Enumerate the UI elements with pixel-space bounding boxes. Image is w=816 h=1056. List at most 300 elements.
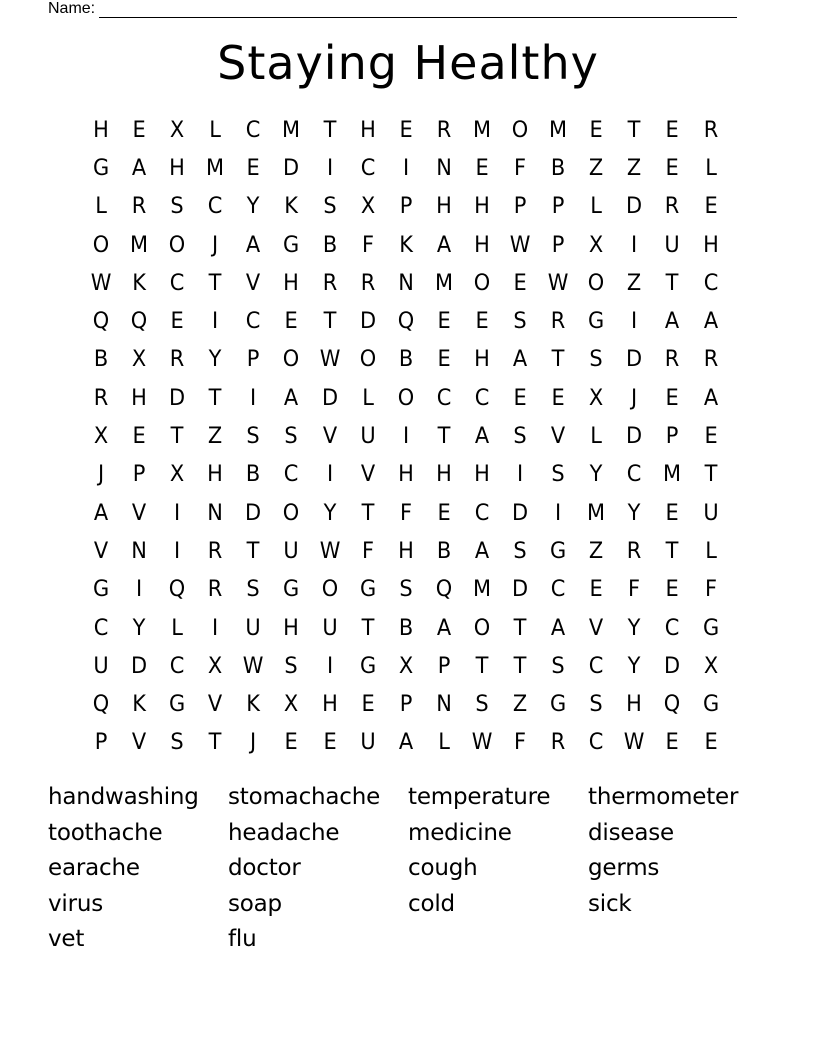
grid-letter[interactable]: E — [703, 194, 718, 220]
grid-letter[interactable]: U — [664, 232, 681, 258]
grid-letter[interactable]: R — [360, 270, 375, 296]
grid-letter[interactable]: K — [132, 692, 146, 718]
grid-letter[interactable]: H — [436, 462, 452, 488]
grid-letter[interactable]: T — [627, 117, 641, 143]
grid-letter[interactable]: X — [284, 692, 299, 718]
grid-letter[interactable]: J — [212, 232, 219, 258]
grid-letter[interactable]: Q — [130, 309, 148, 335]
grid-letter[interactable]: E — [589, 117, 603, 143]
grid-letter[interactable]: D — [626, 194, 643, 220]
grid-letter[interactable]: I — [174, 500, 181, 526]
grid-letter[interactable]: R — [436, 117, 452, 143]
grid-letter[interactable]: G — [169, 692, 186, 718]
grid-letter[interactable]: E — [284, 309, 299, 335]
grid-letter[interactable]: U — [245, 615, 262, 641]
grid-letter[interactable]: E — [323, 730, 337, 756]
grid-letter[interactable]: D — [626, 424, 643, 450]
grid-letter[interactable]: Y — [132, 615, 146, 641]
grid-letter[interactable]: I — [326, 653, 333, 679]
grid-letter[interactable]: A — [474, 424, 490, 450]
grid-letter[interactable]: S — [513, 309, 527, 335]
grid-letter[interactable]: J — [250, 730, 257, 756]
grid-letter[interactable]: G — [702, 615, 719, 641]
grid-letter[interactable]: C — [550, 577, 566, 603]
grid-letter[interactable]: T — [666, 270, 679, 296]
grid-letter[interactable]: D — [245, 500, 262, 526]
grid-letter[interactable]: B — [93, 347, 109, 373]
grid-letter[interactable]: K — [284, 194, 299, 220]
grid-letter[interactable]: Z — [512, 692, 528, 718]
grid-letter[interactable]: Z — [208, 424, 223, 450]
grid-letter[interactable]: S — [589, 347, 603, 373]
grid-letter[interactable]: E — [665, 117, 680, 143]
grid-letter[interactable]: D — [664, 653, 681, 679]
grid-letter[interactable]: S — [551, 462, 565, 488]
grid-letter[interactable]: C — [360, 155, 376, 181]
grid-letter[interactable]: H — [321, 692, 338, 718]
grid-letter[interactable]: V — [131, 500, 147, 526]
grid-letter[interactable]: V — [131, 730, 147, 756]
grid-letter[interactable]: S — [246, 577, 261, 603]
grid-letter[interactable]: E — [170, 309, 184, 335]
grid-letter[interactable]: E — [437, 347, 451, 373]
grid-letter[interactable]: H — [397, 462, 414, 488]
grid-letter[interactable]: I — [326, 462, 333, 488]
grid-letter[interactable]: T — [666, 538, 679, 564]
name-field[interactable] — [48, 0, 737, 18]
grid-letter[interactable]: C — [169, 270, 185, 296]
grid-letter[interactable]: O — [283, 500, 300, 526]
grid-letter[interactable]: T — [247, 538, 260, 564]
grid-letter[interactable]: I — [136, 577, 143, 603]
grid-letter[interactable]: T — [513, 653, 527, 679]
grid-letter[interactable]: G — [550, 538, 567, 564]
grid-letter[interactable]: L — [704, 538, 717, 564]
word-list-item: temperature — [408, 784, 551, 810]
grid-letter[interactable]: X — [703, 653, 718, 679]
grid-letter[interactable]: D — [359, 309, 376, 335]
grid-letter[interactable]: T — [323, 117, 336, 143]
grid-letter[interactable]: I — [631, 232, 638, 258]
grid-letter[interactable]: E — [665, 500, 680, 526]
grid-letter[interactable]: E — [437, 500, 451, 526]
grid-letter[interactable]: I — [516, 462, 524, 488]
grid-letter[interactable]: X — [131, 347, 147, 373]
grid-letter[interactable]: K — [246, 692, 261, 718]
grid-letter[interactable]: D — [321, 385, 338, 411]
grid-letter[interactable]: E — [284, 730, 299, 756]
grid-letter[interactable]: S — [475, 692, 489, 718]
grid-letter[interactable]: R — [550, 730, 566, 756]
grid-letter[interactable]: Y — [589, 462, 603, 488]
word-list-item: flu — [228, 926, 257, 952]
grid-letter[interactable]: P — [399, 194, 413, 220]
grid-letter[interactable]: A — [665, 309, 680, 335]
grid-letter[interactable]: H — [207, 462, 224, 488]
grid-letter[interactable]: Z — [589, 155, 604, 181]
grid-letter[interactable]: T — [323, 309, 336, 335]
grid-letter[interactable]: H — [474, 232, 490, 258]
grid-letter[interactable]: Q — [92, 309, 110, 335]
grid-letter[interactable]: Z — [627, 270, 642, 296]
grid-letter[interactable]: J — [97, 462, 105, 488]
grid-letter[interactable]: O — [473, 270, 491, 296]
grid-letter[interactable]: E — [703, 730, 718, 756]
grid-letter[interactable]: E — [513, 385, 527, 411]
grid-letter[interactable]: M — [663, 462, 682, 488]
grid-letter[interactable]: Y — [208, 347, 222, 373]
grid-letter[interactable]: Z — [589, 538, 604, 564]
grid-letter[interactable]: B — [551, 155, 566, 181]
grid-letter[interactable]: H — [436, 194, 452, 220]
grid-letter[interactable]: E — [513, 270, 527, 296]
grid-letter[interactable]: O — [588, 270, 605, 296]
grid-letter[interactable]: Q — [397, 309, 415, 335]
grid-letter[interactable]: X — [208, 653, 223, 679]
grid-letter[interactable]: I — [326, 155, 333, 181]
grid-letter[interactable]: F — [514, 730, 527, 756]
grid-letter[interactable]: I — [631, 309, 638, 335]
grid-letter[interactable]: F — [704, 577, 717, 603]
grid-letter[interactable]: B — [398, 615, 413, 641]
grid-letter[interactable]: L — [209, 117, 222, 143]
grid-letter[interactable]: E — [665, 577, 680, 603]
grid-letter[interactable]: H — [474, 347, 490, 373]
grid-letter[interactable]: S — [170, 194, 184, 220]
grid-letter[interactable]: X — [589, 232, 604, 258]
grid-letter[interactable]: C — [93, 615, 109, 641]
grid-letter[interactable]: A — [436, 615, 452, 641]
grid-letter[interactable]: P — [551, 194, 565, 220]
grid-letter[interactable]: V — [360, 462, 375, 488]
grid-letter[interactable]: Q — [168, 577, 186, 603]
grid-letter[interactable]: M — [472, 117, 491, 143]
grid-letter[interactable]: D — [283, 155, 300, 181]
grid-letter[interactable]: H — [397, 538, 414, 564]
grid-letter[interactable]: F — [399, 500, 412, 526]
grid-letter[interactable]: H — [474, 194, 490, 220]
grid-letter[interactable]: E — [475, 309, 489, 335]
grid-letter[interactable]: V — [322, 424, 337, 450]
grid-letter[interactable]: S — [170, 730, 184, 756]
grid-letter[interactable]: I — [250, 385, 257, 411]
grid-letter[interactable]: E — [246, 155, 261, 181]
grid-letter[interactable]: C — [474, 500, 490, 526]
grid-letter[interactable]: H — [359, 117, 376, 143]
grid-letter[interactable]: Y — [627, 500, 641, 526]
grid-letter[interactable]: T — [513, 615, 527, 641]
grid-letter[interactable]: T — [208, 270, 222, 296]
grid-letter[interactable]: E — [399, 117, 413, 143]
grid-letter[interactable]: S — [513, 538, 527, 564]
grid-letter[interactable]: E — [551, 385, 565, 411]
grid-letter[interactable]: H — [702, 232, 719, 258]
grid-letter[interactable]: T — [170, 424, 184, 450]
grid-letter[interactable]: L — [95, 194, 107, 220]
grid-letter[interactable]: X — [360, 194, 375, 220]
grid-letter[interactable]: W — [319, 347, 340, 373]
grid-letter[interactable]: A — [131, 155, 147, 181]
grid-letter[interactable]: T — [437, 424, 451, 450]
grid-letter[interactable]: M — [130, 232, 149, 258]
grid-letter[interactable]: S — [399, 577, 413, 603]
grid-letter[interactable]: X — [589, 385, 604, 411]
grid-letter[interactable]: K — [132, 270, 146, 296]
grid-letter[interactable]: P — [94, 730, 108, 756]
grid-letter[interactable]: G — [359, 653, 376, 679]
grid-letter[interactable]: F — [628, 577, 641, 603]
grid-letter[interactable]: U — [321, 615, 338, 641]
grid-letter[interactable]: E — [132, 424, 146, 450]
grid-letter[interactable]: Y — [247, 194, 260, 220]
grid-letter[interactable]: L — [590, 194, 603, 220]
grid-letter[interactable]: G — [588, 309, 605, 335]
grid-letter[interactable]: N — [436, 155, 452, 181]
grid-letter[interactable]: G — [283, 577, 300, 603]
grid-letter[interactable]: X — [398, 653, 413, 679]
grid-letter[interactable]: L — [171, 615, 184, 641]
grid-letter[interactable]: I — [174, 538, 181, 564]
grid-letter[interactable]: R — [169, 347, 185, 373]
grid-letter[interactable]: U — [360, 730, 376, 756]
grid-letter[interactable]: R — [703, 117, 718, 143]
grid-letter[interactable]: W — [547, 270, 569, 296]
grid-letter[interactable]: H — [93, 117, 109, 143]
grid-letter[interactable]: C — [588, 730, 604, 756]
grid-letter[interactable]: H — [169, 155, 186, 181]
grid-letter[interactable]: C — [246, 117, 261, 143]
grid-letter[interactable]: A — [436, 232, 452, 258]
grid-letter[interactable]: A — [246, 232, 261, 258]
grid-letter[interactable]: N — [207, 500, 224, 526]
grid-letter[interactable]: O — [168, 232, 186, 258]
grid-letter[interactable]: Y — [323, 500, 336, 526]
grid-letter[interactable]: G — [283, 232, 300, 258]
grid-letter[interactable]: E — [132, 117, 146, 143]
grid-letter[interactable]: C — [474, 385, 490, 411]
grid-letter[interactable]: S — [322, 194, 337, 220]
grid-letter[interactable]: I — [402, 155, 409, 181]
word-list-item: vet — [48, 926, 85, 952]
grid-letter[interactable]: M — [282, 117, 301, 143]
grid-letter[interactable]: H — [283, 270, 300, 296]
grid-letter[interactable]: N — [436, 692, 452, 718]
grid-letter[interactable]: M — [472, 577, 491, 603]
grid-letter[interactable]: T — [208, 385, 222, 411]
grid-letter[interactable]: H — [283, 615, 300, 641]
grid-letter[interactable]: W — [624, 730, 645, 756]
grid-letter[interactable]: I — [555, 500, 562, 526]
grid-letter[interactable]: C — [284, 462, 299, 488]
grid-letter[interactable]: N — [131, 538, 147, 564]
grid-letter[interactable]: P — [666, 424, 679, 450]
grid-letter[interactable]: T — [361, 615, 375, 641]
grid-letter[interactable]: M — [587, 500, 606, 526]
grid-letter[interactable]: Y — [627, 615, 641, 641]
grid-letter[interactable]: B — [436, 538, 452, 564]
grid-letter[interactable]: R — [131, 194, 147, 220]
grid-letter[interactable]: E — [665, 730, 680, 756]
grid-letter[interactable]: J — [631, 385, 638, 411]
grid-letter[interactable]: T — [361, 500, 375, 526]
word-list-item: headache — [228, 819, 340, 846]
grid-letter[interactable]: H — [131, 385, 147, 411]
grid-letter[interactable]: B — [398, 347, 413, 373]
grid-letter[interactable]: D — [169, 385, 186, 411]
grid-letter[interactable]: W — [471, 730, 493, 756]
grid-letter[interactable]: B — [246, 462, 261, 488]
grid-letter[interactable]: B — [322, 232, 337, 258]
grid-letter[interactable]: C — [246, 309, 261, 335]
grid-letter[interactable]: P — [132, 462, 146, 488]
grid-letter[interactable]: R — [665, 347, 680, 373]
grid-letter[interactable]: T — [704, 462, 717, 488]
grid-letter[interactable]: I — [402, 424, 409, 450]
grid-letter[interactable]: C — [665, 615, 680, 641]
grid-letter[interactable]: F — [361, 232, 374, 258]
grid-letter[interactable]: L — [590, 424, 603, 450]
grid-letter[interactable]: U — [360, 424, 376, 450]
grid-letter[interactable]: A — [474, 538, 490, 564]
grid-letter[interactable]: M — [206, 155, 225, 181]
grid-letter[interactable]: M — [549, 117, 568, 143]
grid-letter[interactable]: R — [550, 309, 566, 335]
grid-letter[interactable]: A — [703, 385, 718, 411]
grid-letter[interactable]: Y — [627, 653, 641, 679]
grid-letter[interactable]: Z — [627, 155, 642, 181]
grid-letter[interactable]: R — [665, 194, 680, 220]
grid-letter[interactable]: O — [283, 347, 300, 373]
grid-letter[interactable]: D — [131, 653, 148, 679]
grid-letter[interactable]: U — [283, 538, 300, 564]
grid-letter[interactable]: D — [512, 577, 529, 603]
grid-letter[interactable]: D — [512, 500, 529, 526]
grid-letter[interactable]: E — [665, 155, 680, 181]
grid-letter[interactable]: K — [398, 232, 413, 258]
word-list-item: earache — [48, 855, 140, 881]
grid-letter[interactable]: P — [247, 347, 260, 373]
grid-letter[interactable]: E — [665, 385, 680, 411]
grid-letter[interactable]: A — [93, 500, 109, 526]
grid-letter[interactable]: E — [589, 577, 603, 603]
grid-letter[interactable]: W — [319, 538, 340, 564]
grid-letter[interactable]: E — [475, 155, 489, 181]
grid-letter[interactable]: A — [284, 385, 299, 411]
grid-letter[interactable]: R — [93, 385, 109, 411]
grid-letter[interactable]: O — [397, 385, 415, 411]
grid-letter[interactable]: W — [509, 232, 531, 258]
grid-letter[interactable]: P — [513, 194, 527, 220]
grid-letter[interactable]: I — [212, 309, 219, 335]
grid-letter[interactable]: P — [551, 232, 565, 258]
grid-letter[interactable]: A — [703, 309, 718, 335]
grid-letter[interactable]: R — [322, 270, 337, 296]
word-list-item: thermometer — [588, 784, 739, 810]
grid-letter[interactable]: C — [169, 653, 185, 679]
grid-letter[interactable]: O — [511, 117, 529, 143]
grid-letter[interactable]: G — [92, 155, 110, 181]
grid-letter[interactable]: Q — [664, 692, 681, 718]
word-list-item: doctor — [228, 855, 301, 881]
grid-letter[interactable]: S — [284, 424, 299, 450]
grid-letter[interactable]: V — [208, 692, 223, 718]
grid-letter[interactable]: G — [550, 692, 567, 718]
grid-letter[interactable]: T — [551, 347, 565, 373]
grid-letter[interactable]: A — [512, 347, 528, 373]
grid-letter[interactable]: G — [702, 692, 719, 718]
grid-letter[interactable]: X — [93, 424, 109, 450]
grid-letter[interactable]: W — [243, 653, 264, 679]
grid-letter[interactable]: Q — [92, 692, 110, 718]
grid-letter[interactable]: P — [437, 653, 451, 679]
grid-letter[interactable]: X — [170, 117, 185, 143]
grid-letter[interactable]: A — [398, 730, 413, 756]
grid-letter[interactable]: O — [321, 577, 338, 603]
grid-letter[interactable]: A — [551, 615, 566, 641]
grid-letter[interactable]: O — [92, 232, 110, 258]
grid-letter[interactable]: F — [514, 155, 527, 181]
grid-letter[interactable]: H — [626, 692, 643, 718]
grid-letter[interactable]: R — [703, 347, 718, 373]
word-list-item: germs — [588, 855, 660, 881]
grid-letter[interactable]: P — [399, 692, 413, 718]
letter-grid — [82, 111, 730, 762]
grid-letter[interactable]: Q — [435, 577, 453, 603]
grid-letter[interactable]: S — [589, 692, 603, 718]
grid-letter[interactable]: X — [170, 462, 185, 488]
grid-letter[interactable]: R — [208, 538, 223, 564]
grid-letter[interactable]: M — [434, 270, 453, 296]
grid-letter[interactable]: L — [361, 385, 374, 411]
grid-letter[interactable]: T — [208, 730, 222, 756]
grid-letter[interactable]: H — [474, 462, 490, 488]
grid-letter[interactable]: F — [361, 538, 374, 564]
grid-letter[interactable]: R — [208, 577, 223, 603]
grid-letter[interactable]: E — [437, 309, 451, 335]
grid-letter[interactable]: O — [473, 615, 491, 641]
grid-letter[interactable]: G — [92, 577, 110, 603]
grid-letter[interactable]: G — [359, 577, 376, 603]
grid-letter[interactable]: C — [208, 194, 223, 220]
grid-letter[interactable]: U — [93, 653, 109, 679]
grid-letter[interactable]: E — [361, 692, 375, 718]
grid-letter[interactable]: V — [93, 538, 109, 564]
grid-letter[interactable]: R — [627, 538, 642, 564]
grid-letter[interactable]: E — [703, 424, 718, 450]
grid-letter[interactable]: V — [551, 424, 566, 450]
grid-letter[interactable]: C — [588, 653, 604, 679]
word-list-item: soap — [228, 890, 282, 917]
grid-letter[interactable]: S — [246, 424, 261, 450]
grid-letter[interactable]: C — [436, 385, 452, 411]
grid-letter[interactable]: L — [438, 730, 450, 756]
grid-letter[interactable]: S — [513, 424, 527, 450]
grid-letter[interactable]: L — [704, 155, 717, 181]
grid-letter[interactable]: W — [90, 270, 112, 296]
grid-letter[interactable]: U — [702, 500, 719, 526]
grid-letter[interactable]: D — [626, 347, 643, 373]
grid-letter[interactable]: V — [589, 615, 604, 641]
grid-letter[interactable]: T — [475, 653, 489, 679]
grid-letter[interactable]: S — [551, 653, 565, 679]
grid-letter[interactable]: V — [246, 270, 261, 296]
grid-letter[interactable]: I — [212, 615, 219, 641]
grid-letter[interactable]: C — [627, 462, 642, 488]
grid-letter[interactable]: O — [359, 347, 376, 373]
grid-letter[interactable]: S — [284, 653, 299, 679]
grid-letter[interactable]: N — [397, 270, 414, 296]
grid-letter[interactable]: C — [703, 270, 718, 296]
